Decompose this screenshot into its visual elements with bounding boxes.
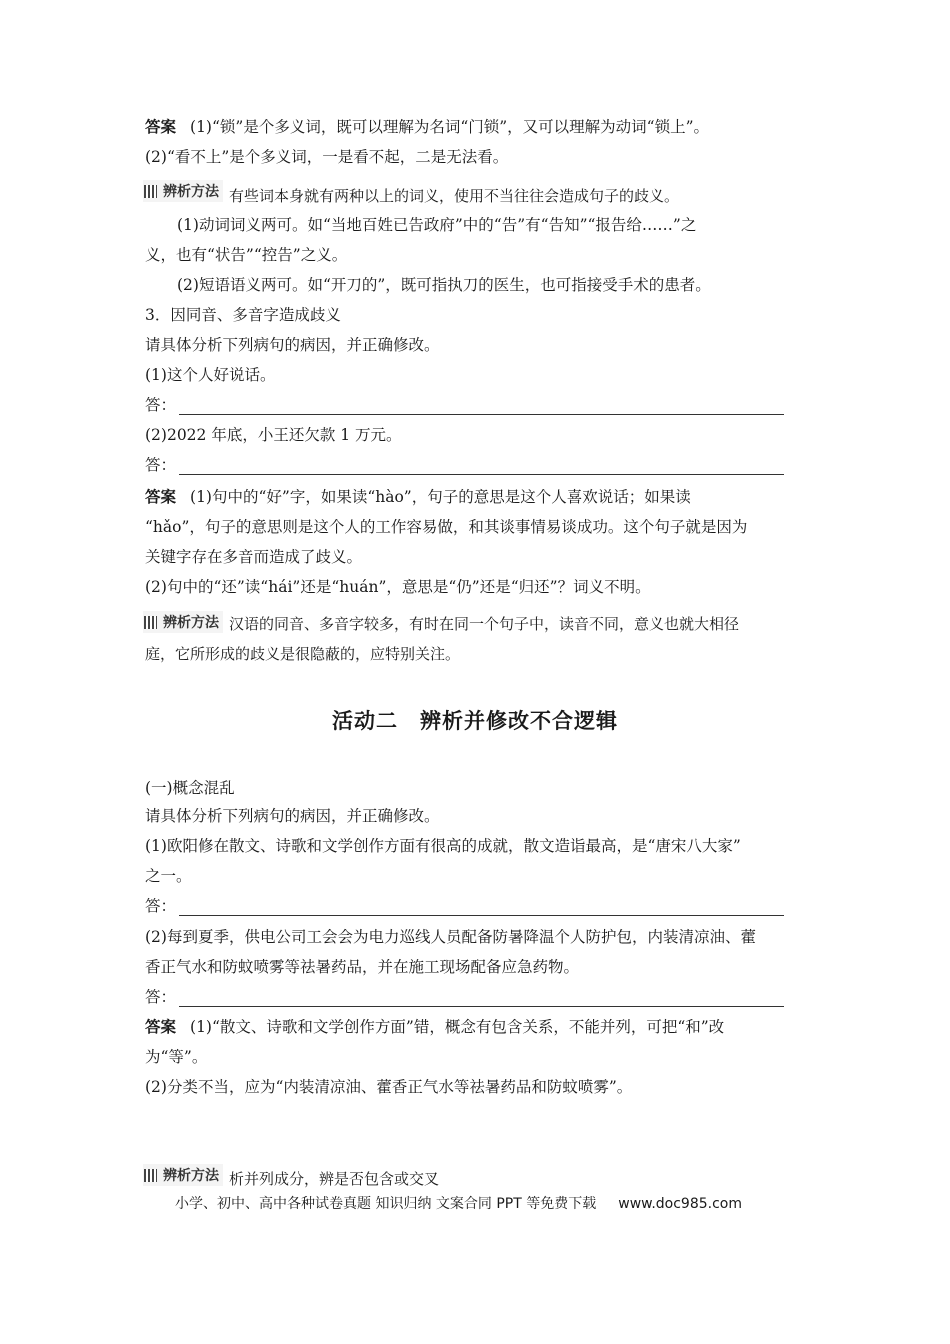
method-text: 有些词本身就有两种以上的词义，使用不当往往会造成句子的歧义。 — [229, 187, 680, 205]
subsection-heading: (一)概念混乱 — [145, 779, 235, 797]
method-box — [143, 1164, 439, 1189]
method-box — [143, 611, 739, 634]
answer-line-2: (2)“看不上”是个多义词，一是看不起，二是无法看。 — [145, 148, 509, 166]
bars-icon — [144, 1169, 157, 1182]
answer-text: (1)“锁”是个多义词，既可以理解为名词“门锁”，又可以理解为动词“锁上”。 — [190, 118, 710, 136]
method-text: 汉语的同音、多音字较多，有时在同一个句子中，读音不同，意义也就大相径 — [229, 615, 740, 633]
question-1: (1)欧阳修在散文、诗歌和文学创作方面有很高的成就，散文造诣最高，是“唐宋八大家” — [145, 837, 741, 855]
method-text-cont: 庭，它所形成的歧义是很隐蔽的，应特别关注。 — [145, 645, 461, 663]
answer-prefix: 答： — [145, 456, 177, 474]
method-box — [143, 180, 679, 206]
answer-line — [145, 1017, 724, 1037]
method-tag — [143, 1164, 223, 1186]
method-label: 辨析方法 — [163, 1168, 219, 1184]
footer — [175, 1193, 742, 1213]
answer-line — [145, 117, 709, 137]
answer-blank-1 — [145, 896, 784, 916]
method-item-1-cont: 义，也有“状告”“控告”之义。 — [145, 246, 348, 264]
question-2: (2)2022 年底，小王还欠款 1 万元。 — [145, 426, 402, 444]
answer-line-2: (2)句中的“还”读“hái”还是“huán”，意思是“仍”还是“归还”？词义不明。 — [145, 578, 651, 596]
answer-prefix: 答： — [145, 988, 177, 1006]
question-prompt: 请具体分析下列病句的病因，并正确修改。 — [145, 336, 440, 354]
blank-line — [179, 901, 784, 916]
answer-label: 答案 — [145, 488, 177, 506]
answer-text: (1)句中的“好”字，如果读“hào”，句子的意思是这个人喜欢说话；如果读 — [190, 488, 691, 506]
method-item-1: (1)动词词义两可。如“当地百姓已告政府”中的“告”有“告知”“报告给……”之 — [177, 216, 697, 234]
section-title: 活动二 辨析并修改不合逻辑 — [332, 709, 618, 733]
answer-label: 答案 — [145, 1018, 177, 1036]
heading-3: 3．因同音、多音字造成歧义 — [145, 306, 341, 324]
method-label: 辨析方法 — [163, 184, 219, 200]
method-item-2: (2)短语语义两可。如“开刀的”，既可指执刀的医生，也可指接受手术的患者。 — [177, 276, 711, 294]
answer-line-2: (2)分类不当，应为“内装清凉油、藿香正气水等祛暑药品和防蚊喷雾”。 — [145, 1078, 633, 1096]
bars-icon — [144, 185, 157, 198]
answer-line — [145, 487, 691, 507]
bars-icon — [144, 616, 157, 629]
method-tag — [143, 180, 223, 202]
method-label: 辨析方法 — [163, 615, 219, 631]
question-1-cont: 之一。 — [145, 867, 192, 885]
blank-line — [179, 460, 784, 475]
answer-label: 答案 — [145, 118, 177, 136]
question-2-cont: 香正气水和防蚊喷雾等祛暑药品，并在施工现场配备应急药物。 — [145, 958, 580, 976]
blank-line — [179, 992, 784, 1007]
answer-blank-2 — [145, 455, 784, 475]
footer-text: 小学、初中、高中各种试卷真题 知识归纳 文案合同 PPT 等免费下载 — [175, 1196, 597, 1212]
blank-line — [179, 400, 784, 415]
question-prompt: 请具体分析下列病句的病因，并正确修改。 — [145, 807, 440, 825]
answer-blank-2 — [145, 987, 784, 1007]
answer-line-cont: 关键字存在多音而造成了歧义。 — [145, 548, 363, 566]
answer-prefix: 答： — [145, 897, 177, 915]
question-2: (2)每到夏季，供电公司工会会为电力巡线人员配备防暑降温个人防护包，内装清凉油、藿 — [145, 928, 756, 946]
question-1: (1)这个人好说话。 — [145, 366, 276, 384]
method-text: 析并列成分，辨是否包含或交叉 — [229, 1170, 440, 1188]
method-tag — [143, 611, 223, 633]
answer-line-cont: “hǎo”，句子的意思则是这个人的工作容易做，和其谈事情易谈成功。这个句子就是因为 — [145, 518, 748, 536]
answer-prefix: 答： — [145, 396, 177, 414]
answer-text: (1)“散文、诗歌和文学创作方面”错，概念有包含关系，不能并列，可把“和”改 — [190, 1018, 725, 1036]
answer-blank-1 — [145, 395, 784, 415]
footer-url[interactable]: www.doc985.com — [618, 1196, 742, 1212]
answer-line-cont: 为“等”。 — [145, 1048, 208, 1066]
